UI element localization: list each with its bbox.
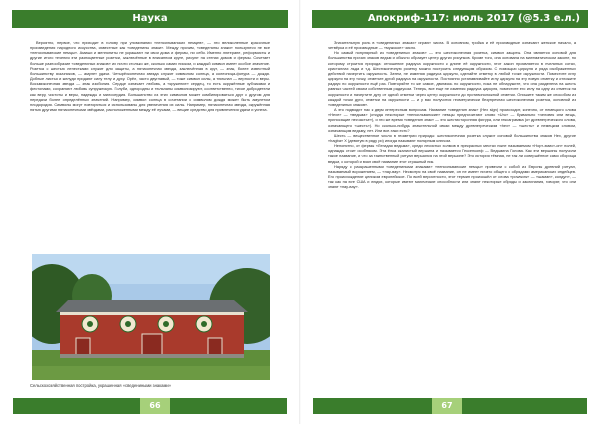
right-paragraph-6: Наряду с раскрашенными «сведениными знаками» «пенсильванские немцы» привезли с собой из Европы древний ритуал, называемый ворожением, — «пау-вау». Несмотря на своё название, он не имеет ничего общего с обрядами американских индейцев. Его происхождение целиком европейское. По всей вероятности, этот термин произошёл от слова «powwow» — «шаман», колдун», — так как на юге США и людях, которые имеют магические способности или знают некоторые обряды и заклинания, говорят, что они знают «пау-вау».: [328, 163, 576, 190]
right-page-number: 67: [432, 398, 462, 414]
left-paragraph-1: Вероятно, первое, что приходит в голову при упоминании «пенсильванских немцев», — это великолепные красочные произведения народного искусства, известные как «сведенины знаки». Между прочим, «сведенины знаки» пользуются не все «пенсильванские немцы». Амиши и меннониты не украшают ни свои дома и фермы, ни себя. Именно лютеране, реформисты и другие итого течения эти разноцветные розетки, заключённые в вписанном круге, рисуют на стенах домов и фермы. Сочетает больше разнообразие «сведениных знаков» их почти столько же, сколько самих писком, и каждый символ имеет особое значение. Розетка с шестью лепестками служит для защиты, а пятиконечная звезда, заключённая в круг, — знак, более известный большинству язычников, — амулет удачи. Четырёхконечная звезда служит символом солнца, а колесница-фигура — дождя. Доблые листья и желуди придают силу телу и духу. Орёл, часто двуглавый, — тоже символ силы, а тюльпан — верности и веры. Восьмиконечная звезда — знак изобилия. Сердце означает любовь, а «кружение» сердец, то есть окружённые зубчиками и фестонами, сохраняют любовь супружескую. Голуби, однородны и тюльпаны символизируют, соответственно, тихое добродетели как веру, чистоты и веры, надежды и милосердия. Большинство из этих символов может комбинироваться друг с другом для передачи более определённых значений. Например, символ солнца в сочетании с символом дождя может быть амулетом плодородия. Символы могут повторяться и использованы для увеличения их силы. Например, пятиконечная звезда, окружённая пятью другими пятиконечными звёздами, расположенными между её лучами, — вещие средство для привлечения удачи и успеха.: [30, 40, 270, 113]
left-page-number: 66: [140, 398, 170, 414]
right-paragraph-1: Значительную роль в «сведениных знаках» играют числа. В основном, тройка и её производные означают женское начало, а четвёрка и её производные — «мужское» число.: [328, 40, 576, 51]
right-paragraph-3: А это подводит нас к двум интересным вопросам. Название «сведенин знак» (Hex sign) происходит, конечно, от немецкого слова «Hexe» — «ведьма» (откуда некоторые «пенсильванские» немцы предпочитают слово «Uru» — буквально «человек или вещь, приносящие несчастье»), и это же время «сведенин знак» — это шестисторонняя фигура, или гексаграмма (от древнегреческого слова, означающего «шесть»). Но сколько-нибудь значительной связи между древнегреческим «hex» — «шесть» и немецким словом, означающим ведьму, нет. Или все-таки есть?: [328, 107, 576, 133]
barn-photo: [32, 254, 270, 380]
photo-caption: Сельскохозяйственная постройка, украшенная «сведениными знаками»: [30, 383, 172, 388]
right-page-header: Апокриф-117: июль 2017 (@5.3 е.л.): [312, 10, 588, 28]
left-page-body: [30, 40, 270, 112]
right-paragraph-2: Но самый популярный из «сведениных знаков» — это шестиконечная розетка, символ защиты. Она является основой для большинства прочих знаков ведьм и обычно образует центр других рисунков. Кроме того, она основана на математическом законе, по которому строится природа: отношение радиуса окружности к длине её окружности, этот закон проявляется в пчелиных сотах, кристаллах льда и т.д. Шестиконечную розетку можно построить следующим образом. С помощью циркуля и ряда изображенных действий начертить окружность. Затем, не изменяя радиуса циркуля, сделайте отметку в любой точке окружности. Поместите иглу циркуля на эту точку, отметьте дугой радиуса на окружности. Постоянно устанавливайте иглу циркуля на эту новую отметку и отложите радиус по окружности ещё раз. Повторяйте то же самое, двигаясь по окружности, пока не обнаружите, что она разделена на шесть равных частей своим собственным радиусом. Теперь, все еще не изменяя радиуса циркуля, поместите его иглу на одну из отметок на окружности и начертите дугу от одной отметки через центр окружности до противоположной отметки. Опишите таким же способом из каждой точки дуги, отметки на окружности — и у вас получится геометрически безупречная шестиконечная розетка, основной из «сведениных знаков».: [328, 50, 576, 107]
right-page: [300, 0, 600, 424]
left-page-header: Наука: [12, 10, 288, 28]
right-page-body: [328, 40, 576, 190]
right-paragraph-5: Непонятно, от фермы «Легидая ведьма», среди лесистых холмов в прекрасных местах ныне называемом «Норт-эмист-он» полей, однажды стоит особняком. Эта ёлка скалистый вершина и называется Гексенкопф — Ведьмина Голова. Как эти вершины получили такое название, и что за таинственный ритуал вершился на этой вершине? Это история тёмная, не так ли совершённое само сборища ведьм, с которой и взял своё название этот страшный пик.: [328, 143, 576, 164]
right-paragraph-4: Шесть — вещественное число в геометрии природы: шестиконечная розетка служит основой большинства знаков Hex, другие «hagba» X (девятую в ряду ри) иногда называют полярным ключом.: [328, 132, 576, 143]
